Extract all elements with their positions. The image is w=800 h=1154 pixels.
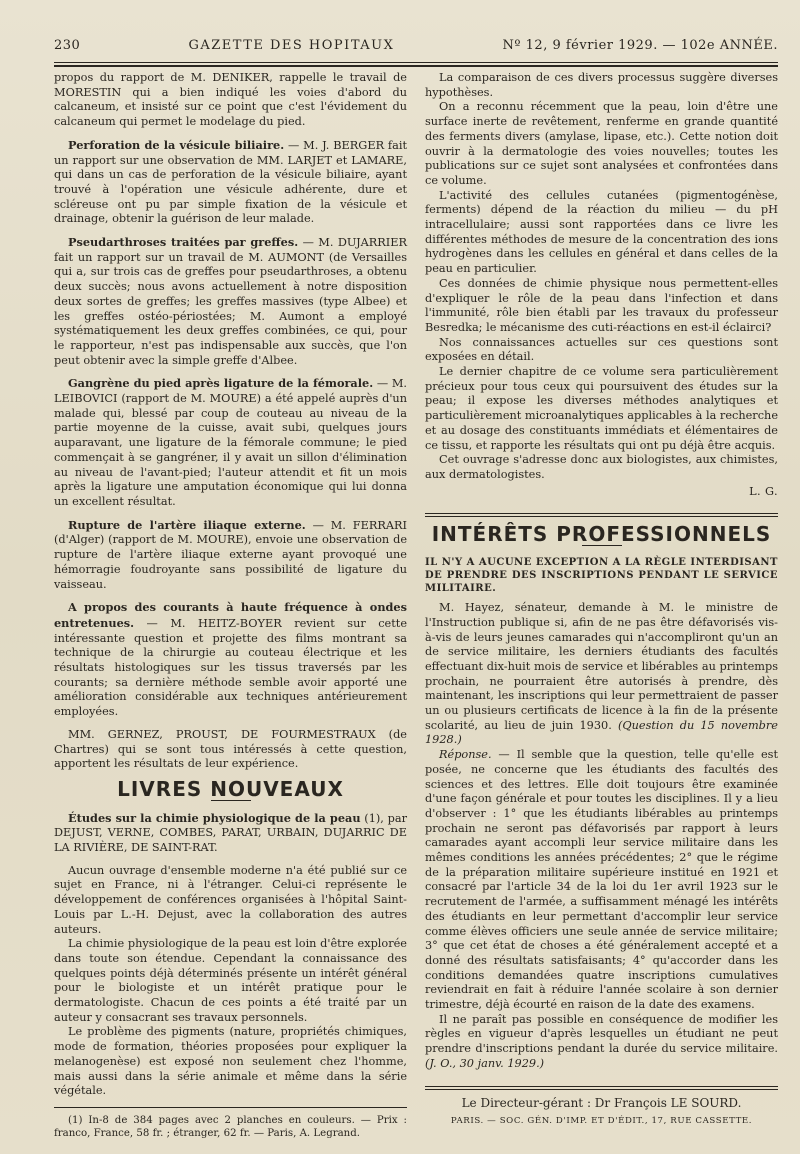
paragraph: Ces données de chimie physique nous permettent-elles d'expliquer le rôle de la peau dans l'infection et dans l'immunité, rôle bien établi par les travaux du professeur Besredka; le mécanisme des cuti-réactions en est-il éclairci? <box>425 276 778 334</box>
right-column <box>425 71 778 1140</box>
paragraph-title: Gangrène du pied après ligature de la fémorale. <box>68 376 374 391</box>
paragraph: On a reconnu récemment que la peau, loin d'être une surface inerte de revêtement, renferme en grande quantité des ferments divers (amylase, lipase, etc.). Cette notion doit ouvrir à la dermatologie des voies nouvelles; toutes les publications sur ce sujet sont analysées et confrontées dans ce volume. <box>425 100 778 187</box>
paragraph: La comparaison de ces divers processus suggère diverses hypothèses. <box>425 71 778 99</box>
journal-title: GAZETTE DES HOPITAUX <box>188 38 395 53</box>
paragraph <box>54 235 407 368</box>
book-reference <box>54 811 407 856</box>
footer-rule <box>425 1086 778 1090</box>
book-authors: (1), par DEJUST, VERNE, COMBES, PARAT, URBAIN, DUJARRIC DE LA RIVIÈRE, DE SAINT-RAT. <box>54 811 407 855</box>
paragraph <box>54 518 407 593</box>
article-heading: IL N'Y A AUCUNE EXCEPTION A LA RÈGLE INTERDISANT DE PRENDRE DES INSCRIPTIONS PENDANT LE SERVICE MILITAIRE. <box>425 557 778 595</box>
answer-label: Réponse. <box>439 748 492 762</box>
columns <box>54 71 778 1140</box>
signature-line <box>425 485 778 500</box>
answer-text: — Il semble que la question, telle qu'elle est posée, ne concerne que les étudiants des facultés des sciences et des lettres. Elle doit toujours être examinée d'une façon générale et pour toutes les disciplines. Il y a lieu d'observer : 1° que les étudiants libérables au printemps prochain ne seront pas défavorisés par rapport à leurs camarades ayant accompli leur service militaire dans les mêmes conditions les années précédentes; 2° que le régime de la préparation militaire supérieure institué en 1921 et consacré par l'article 34 de la loi du 1er avril 1923 sur le recrutement de l'armée, a suffisamment ménagé les intérêts des étudiants en leur permettant d'accomplir leur service comme élèves officiers une seule année de service militaire; 3° que cet état de choses a été généralement accepté et a donné des résultats satisfaisants; 4° qu'accorder dans les conditions demandées quatre inscriptions cumulatives reviendrait en fait à réduire l'année scolaire à son dernier trimestre, déjà écourté en raison de la date des examens. <box>425 748 778 1012</box>
paragraph: MM. GERNEZ, PROUST, DE FOURMESTRAUX (de Chartres) qui se sont tous intéressés à cette question, apportent les résultats de leur expérience. <box>54 727 407 771</box>
paragraph: L'activité des cellules cutanées (pigmentogénèse, ferments) dépend de la réaction du milieu — du pH intracellulaire; aussi sont rapportées dans ce livre les différentes méthodes de mesure de la concentration des ions hydrogènes dans les cellules en général et dans celles de la peau en particulier. <box>425 188 778 276</box>
section-title-interets: INTÉRÊTS PROFESSIONNELS <box>431 522 772 547</box>
running-head <box>54 38 778 58</box>
footnote: (1) In-8 de 384 pages avec 2 planches en couleurs. — Prix : franco, France, 58 fr. ; étranger, 62 fr. — Paris, A. Legrand. <box>54 1115 407 1139</box>
paragraph <box>54 138 407 227</box>
paragraph-title: Pseudarthroses traitées par greffes. <box>68 235 299 250</box>
paragraph-body: — M. J. BERGER fait un rapport sur une observation de MM. LARJET et LAMARE, qui dans un cas de perforation de la vésicule biliaire, ayant trouvé à l'opération une vésicule adhérente, dure et scléreuse ont pu par simple fixation de la vésicule et drainage, obtenir la guérison de leur malade. <box>54 138 407 226</box>
question-text: M. Hayez, sénateur, demande à M. le ministre de l'Instruction publique si, afin de ne pas être défavorisés vis-à-vis de leurs jeunes camarades qui n'accompliront qu'un an de service militaire, les derniers étudiants des facultés effectuant dix-huit mois de service et libérables au printemps prochain, ne pourraient être autorisés à prendre, dès maintenant, les inscriptions qui leur permettraient de passer un ou plusieurs certificats de licence à la fin de la présente scolarité, au lieu de juin 1930. <box>425 601 778 732</box>
paragraph <box>54 376 407 509</box>
header-rule <box>54 62 778 67</box>
paragraph: Le dernier chapitre de ce volume sera particulièrement précieux pour tous ceux qui poursuivent des études sur la peau; il expose les diverses méthodes analytiques et particulièrement microanalytiques applicables à la recherche et au dosage des constituants immédiats et élémentaires de ce tissu, et rapporte les résultats qui ont pu déjà être acquis. <box>425 365 778 452</box>
section-title-livres: LIVRES NOUVEAUX <box>117 776 344 801</box>
review-signature: L. G. <box>749 484 778 498</box>
answer-text: Il ne paraît pas possible en conséquence de modifier les règles en vigueur d'après lesquelles un étudiant ne peut prendre d'inscriptions pendant la durée du service militaire. <box>425 1012 778 1056</box>
paragraph-title: Perforation de la vésicule biliaire. <box>68 137 285 152</box>
answer-reference: (J. O., 30 janv. 1929.) <box>425 1056 545 1070</box>
footnote-rule <box>54 1107 407 1108</box>
paragraph-title: A propos des courants à haute fréquence à ondes entretenues. <box>54 600 407 630</box>
question-reference: (Question du 15 novembre 1928.) <box>425 718 778 747</box>
answer-paragraph <box>425 748 778 1013</box>
paragraph-body: — M. HEITZ-BOYER revient sur cette intéressante question et projette des films montrant sa technique de la chirurgie au couteau électrique et les résultats histologiques sur les tissus traversés par les courants; sa dernière méthode semble avoir apporté une amélioration considérable aux techniques antérieurement employées. <box>54 616 407 719</box>
paragraph: propos du rapport de M. DENIKER, rappelle le travail de MORESTIN qui a bien indiqué les voies d'abord du calcaneum, et insisté sur ce point que c'est l'évidement du calcaneum qui permet le modelage du pied. <box>54 71 407 129</box>
question-paragraph <box>425 601 778 748</box>
paragraph-body: — M. DUJARRIER fait un rapport sur un travail de M. AUMONT (de Versailles qui a, sur trois cas de greffes pour pseudarthroses, a obtenu deux succès; nous avons actuellement à notre disposition deux sortes de greffes; les greffes massives (type Albee) et les greffes ostéo-périostées; M. Aumont a employé systématiquement les deux greffes combinées, ce qui, pour le rapporteur, n'est pas indispensable aux succès, que l'on peut obtenir avec la simple greffe d'Albee. <box>54 236 408 367</box>
imprint-line: PARIS. — SOC. GÉN. D'IMP. ET D'ÉDIT., 17, RUE CASSETTE. <box>450 1116 753 1127</box>
page-number: 230 <box>54 38 81 53</box>
paragraph: La chimie physiologique de la peau est loin d'être explorée dans toute son étendue. Cependant la connaissance des quelques points déjà déterminés présente un intérêt général pour le biologiste et un intérêt pratique pour le dermatologiste. Chacun de ces points a été traité par un auteur y consacrant ses travaux personnels. <box>54 937 407 1024</box>
answer-paragraph <box>425 1013 778 1072</box>
paragraph: Le problème des pigments (nature, propriétés chimiques, mode de formation, théories proposées pour expliquer la melanogenèse) est exposé non seulement chez l'homme, mais aussi dans la série animale et même dans la série végétale. <box>54 1025 407 1098</box>
paragraph <box>54 600 407 720</box>
director-line: Le Directeur-gérant : Dr François LE SOURD. <box>461 1095 742 1110</box>
paragraph: Nos connaissances actuelles sur ces questions sont exposées en détail. <box>425 335 778 364</box>
section-divider <box>425 513 778 517</box>
paragraph: Aucun ouvrage d'ensemble moderne n'a été publié sur ce sujet en France, ni à l'étranger. Celui-ci représente le développement de conférences organisées à l'hôpital Saint-Louis par L.-H. Dejust, avec la collaboration des autres auteurs. <box>54 863 407 936</box>
left-column <box>54 71 407 1140</box>
paragraph-body: — M. LEIBOVICI (rapport de M. MOURE) a été appelé auprès d'un malade qui, blessé par coup de couteau au niveau de la partie moyenne de la cuisse, avait subi, quelques jours auparavant, une ligature de la fémorale commune; le pied commençait à se gangréner, il y avait un sillon d'élimination au niveau de l'avant-pied; l'auteur attendit et fit un mois après la ligature une amputation économique qui lui donna un excellent résultat. <box>54 377 407 508</box>
book-title: Études sur la chimie physiologique de la peau <box>68 810 361 825</box>
paragraph: Cet ouvrage s'adresse donc aux biologistes, aux chimistes, aux dermatologistes. <box>425 453 778 481</box>
paragraph-title: Rupture de l'artère iliaque externe. <box>68 517 306 532</box>
issue-info: Nº 12, 9 février 1929. — 102e ANNÉE. <box>502 38 778 53</box>
paragraph-body: — M. FERRARI (d'Alger) (rapport de M. MOURE), envoie une observation de rupture de l'artère iliaque externe ayant provoqué une hémorragie foudroyante sans possibilité de ligature du vaisseau. <box>54 518 407 591</box>
